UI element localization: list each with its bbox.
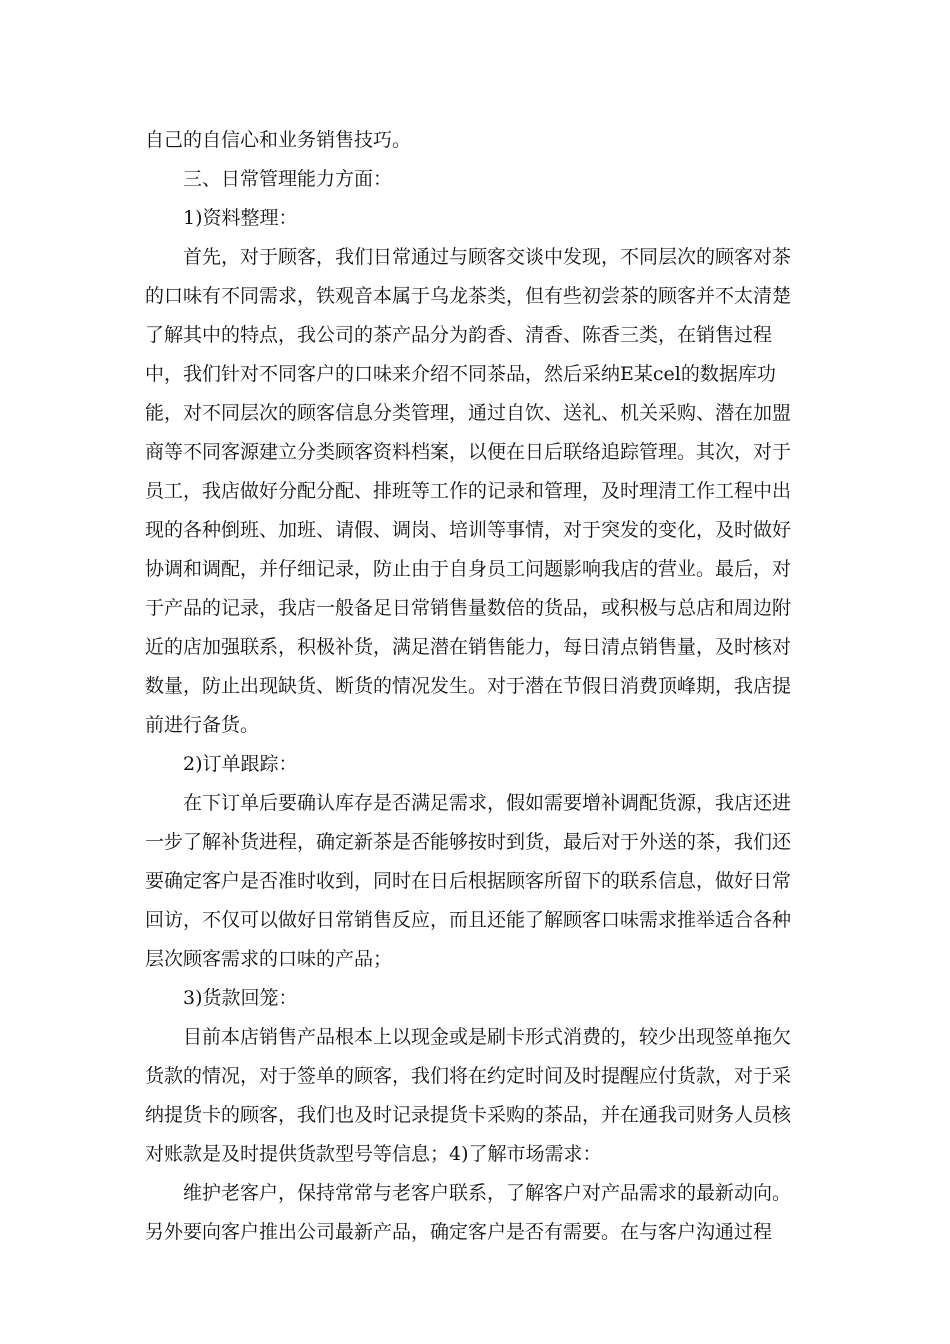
text-line: 1)资料整理： [183, 207, 298, 229]
text-line: 自己的自信心和业务销售技巧。 [145, 129, 412, 151]
text-line: 纳提货卡的顾客，我们也及时记录提货卡采购的茶品，并在通我司财务人员核 [145, 1104, 792, 1126]
document-body [145, 121, 805, 1252]
text-line: 了解其中的特点，我公司的茶产品分为韵香、清香、陈香三类，在销售过程 [145, 324, 773, 346]
text-line: 一步了解补货进程，确定新茶是否能够按时到货，最后对于外送的茶，我们还 [145, 831, 792, 853]
text-line: 的口味有不同需求，铁观音本属于乌龙茶类，但有些初尝茶的顾客并不太清楚 [145, 285, 792, 307]
text-line: 数量，防止出现缺货、断货的情况发生。对于潜在节假日消费顶峰期，我店提 [145, 675, 792, 697]
text-line: 商等不同客源建立分类顾客资料档案，以便在日后联络追踪管理。其次，对于 [145, 441, 792, 463]
text-line: 三、日常管理能力方面： [183, 168, 393, 190]
text-line: 要确定客户是否准时收到，同时在日后根据顾客所留下的联系信息，做好日常 [145, 870, 792, 892]
text-line: 能，对不同层次的顾客信息分类管理，通过自饮、送礼、机关采购、潜在加盟 [145, 402, 792, 424]
text-line: 目前本店销售产品根本上以现金或是刷卡形式消费的，较少出现签单拖欠 [183, 1026, 792, 1048]
text-line: 现的各种倒班、加班、请假、调岗、培训等事情，对于突发的变化，及时做好 [145, 519, 792, 541]
text-line: 在下订单后要确认库存是否满足需求，假如需要增补调配货源，我店还进 [183, 792, 792, 814]
text-line: 2)订单跟踪： [183, 753, 298, 775]
text-line: 层次顾客需求的口味的产品； [145, 948, 393, 970]
text-line: 对账款是及时提供货款型号等信息；4)了解市场需求： [145, 1143, 602, 1165]
text-line: 近的店加强联系，积极补货，满足潜在销售能力，每日清点销售量，及时核对 [145, 636, 792, 658]
text-line: 维护老客户，保持常常与老客户联系，了解客户对产品需求的最新动向。 [183, 1182, 792, 1204]
text-line: 前进行备货。 [145, 714, 260, 736]
text-line: 员工，我店做好分配分配、排班等工作的记录和管理，及时理清工作工程中出 [145, 480, 792, 502]
text-line: 协调和调配，并仔细记录，防止由于自身员工问题影响我店的营业。最后，对 [145, 558, 792, 580]
text-line: 3)货款回笼： [183, 987, 298, 1009]
text-line: 首先，对于顾客，我们日常通过与顾客交谈中发现，不同层次的顾客对茶 [183, 246, 792, 268]
text-line: 货款的情况，对于签单的顾客，我们将在约定时间及时提醒应付货款，对于采 [145, 1065, 792, 1087]
text-line: 于产品的记录，我店一般备足日常销售量数倍的货品，或积极与总店和周边附 [145, 597, 792, 619]
text-line: 回访，不仅可以做好日常销售反应，而且还能了解顾客口味需求推举适合各种 [145, 909, 792, 931]
text-line: 另外要向客户推出公司最新产品，确定客户是否有需要。在与客户沟通过程 [145, 1221, 773, 1243]
text-line: 中，我们针对不同客户的口味来介绍不同茶品，然后采纳E某cel的数据库功 [145, 363, 776, 385]
